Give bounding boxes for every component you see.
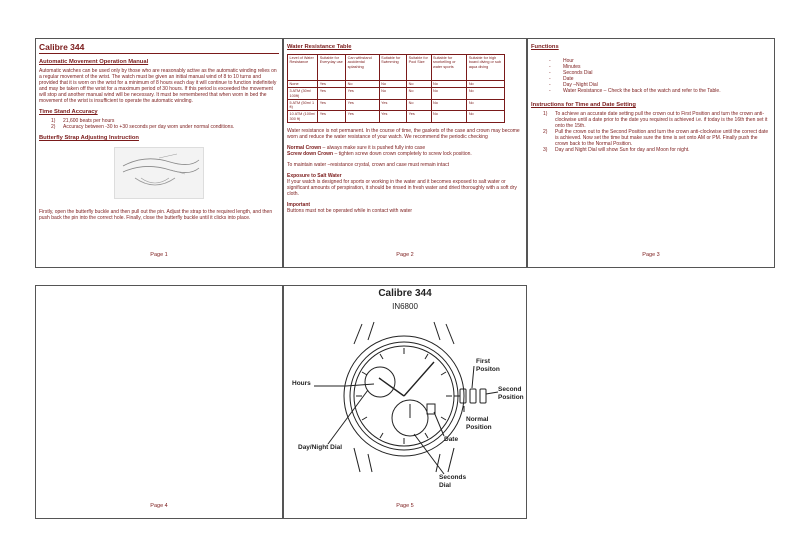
page-3-panel <box>527 38 775 268</box>
table-cell: No <box>346 81 380 88</box>
lug-bottom-right <box>448 448 454 472</box>
table-cell: Yes <box>318 88 346 100</box>
list-number: 2) <box>51 124 56 130</box>
list-text: Water Resistance – Check the back of the watch and refer to the Table. <box>563 88 721 94</box>
label-first-line2: Positon <box>476 365 500 373</box>
table-cell: No <box>467 88 505 100</box>
page-6-panel <box>527 285 775 519</box>
table-cell: No <box>431 81 467 88</box>
table-row <box>288 111 505 123</box>
table-cell: No <box>431 99 467 111</box>
table-cell: No <box>379 88 406 100</box>
list-number: 1) <box>543 111 548 117</box>
watch-title: Calibre 344 <box>378 288 432 299</box>
table-row <box>288 99 505 111</box>
table-cell: Yes <box>379 99 406 111</box>
lug-top-left <box>354 324 362 344</box>
table-row <box>288 81 505 88</box>
watch-model: IN6800 <box>392 302 418 311</box>
bullet: - <box>549 76 551 82</box>
table-cell: None <box>288 81 318 88</box>
label-seconds-line1: Seconds <box>439 474 467 481</box>
bullet: - <box>549 88 551 94</box>
page-number: Page 2 <box>396 252 414 258</box>
label-date: Date <box>444 436 459 443</box>
table-header: Suitable for Swimming <box>379 55 406 81</box>
water-para-2: To maintain water –resistance crystal, crown and case must remain intact <box>287 162 450 169</box>
strap-heading: Butterfly Strap Adjusting Instruction <box>39 135 139 141</box>
list-number: 2) <box>543 129 548 135</box>
label-normal-line2: Position <box>466 423 492 431</box>
table-cell: No <box>467 111 505 123</box>
strap-text: Firstly, open the butterfly buckle and then pull out the pin. Adjust the strap to the required length, and then push back the pin into the correct hole. Finally, close the butterfly buckle until it clicks into place. <box>39 209 273 221</box>
list-item <box>39 124 279 130</box>
label-seconds-line2: Dial <box>439 481 451 489</box>
bullet: - <box>549 82 551 88</box>
page-number: Page 3 <box>642 252 660 258</box>
table-cell: No <box>407 99 431 111</box>
label-normal-position <box>466 416 492 431</box>
strap-illustration <box>114 147 204 199</box>
label-first-line1: First <box>476 358 491 365</box>
operation-heading: Automatic Movement Operation Manual <box>39 59 149 65</box>
bullet: - <box>549 58 551 64</box>
table-cell: No <box>467 99 505 111</box>
strap-diagram-image <box>115 148 205 200</box>
screw-crown-line <box>287 151 523 157</box>
table-cell: Yes <box>318 111 346 123</box>
functions-list <box>531 58 771 94</box>
table-cell: 10 ATM (100m/ 300 ft) <box>288 111 318 123</box>
list-item <box>531 147 771 153</box>
table-header: Suitable for snorkelling or water sports <box>431 55 467 81</box>
table-cell: Yes <box>346 88 380 100</box>
water-resistance-table <box>287 54 505 123</box>
table-cell: No <box>379 81 406 88</box>
screw-crown-text: – tighten screw down crown completely to screw lock position. <box>333 151 472 158</box>
table-cell: 3 ATM (30m/ 100ft) <box>288 88 318 100</box>
page-4-panel <box>35 285 283 519</box>
operation-text: Automatic watches can be used only by those who are reasonably active as the automatic winding relies on a regular movement of the wrist. The watch must be given an initial manual wind of 8 to 10 turns and provided that it is worn on the wrist for a minimum of 8 hours each day it will continue to function indefinitely and may be taken off the wrist for a maximum period of 30 hours. If this period is exceeded the movement will stop and another manual wind will be necessary. It must be remembered that when worn in bed the movement of the wrist is insufficient to operate the automatic winding. <box>39 68 277 104</box>
list-text: Hour <box>563 58 574 64</box>
water-para-1: Water resistance is not permanent. In the course of time, the gaskets of the case and crown may become worn and reduce the water resistance of your watch. We recommend the periodic checking <box>287 128 520 141</box>
normal-crown-text: – always make sure it is pushed fully into case <box>321 145 426 152</box>
page-2-panel <box>283 38 527 268</box>
page-number: Page 1 <box>150 252 168 258</box>
list-item <box>549 88 771 94</box>
label-normal-line1: Normal <box>466 416 489 423</box>
table-cell: No <box>407 81 431 88</box>
list-number: 3) <box>543 147 548 153</box>
label-seconds-dial <box>439 474 466 489</box>
table-header: Suitable for Everyday use <box>318 55 346 81</box>
list-text: Day –Night Dial <box>563 82 598 88</box>
table-cell: Yes <box>407 111 431 123</box>
accuracy-list <box>39 118 279 130</box>
list-text: Pull the crown out to the Second Position and turn the crown anti-clockwise until the correct date is achieved. Now set the time but make sure the time is set onto AM or PM. Finally push the crown back to the Normal Position. <box>555 129 769 147</box>
label-first-position <box>476 358 500 373</box>
bullet: - <box>549 64 551 70</box>
table-cell: No <box>407 88 431 100</box>
table-cell: Yes <box>318 99 346 111</box>
table-header: Suitable for high board diving or sub aqua diving <box>467 55 505 81</box>
label-day-night-dial: Day/Night Dial <box>298 444 343 451</box>
bullet: - <box>549 70 551 76</box>
salt-heading: Exposure to Salt Water <box>287 173 342 180</box>
pointer-daynight <box>328 390 368 444</box>
screw-crown-label: Screw down Crown <box>287 151 334 158</box>
important-text: Buttons must not be operated while in contact with water <box>287 208 413 215</box>
list-item <box>531 129 771 147</box>
accuracy-heading: Time Stand Accuracy <box>39 109 98 115</box>
list-number: 1) <box>51 118 56 124</box>
setting-list <box>531 111 771 153</box>
list-item <box>531 111 771 129</box>
pointer-second <box>486 392 498 394</box>
label-second-line2: Position <box>498 393 524 401</box>
page-1-panel <box>35 38 283 268</box>
list-text: 21,600 beats per hours <box>63 118 115 124</box>
list-text: Seconds Dial <box>563 70 593 76</box>
important-heading: Important <box>287 202 311 209</box>
table-row <box>288 88 505 100</box>
watch-diagram <box>284 286 528 520</box>
crown-first <box>470 389 476 403</box>
salt-text: If your watch is designed for sports or working in the water and it becomes exposed to salt water or significant amounts of perspiration, it should be rinsed in fresh water and dried thoroughly with a soft dry cloth. <box>287 179 517 198</box>
list-text: Accuracy between -30 to +30 seconds per day worn under normal conditions. <box>63 124 235 130</box>
table-cell: No <box>431 111 467 123</box>
table-cell: 5 ATM (50m/ 1 ft) <box>288 99 318 111</box>
table-cell: No <box>431 88 467 100</box>
table-cell: Yes <box>346 111 380 123</box>
water-table-heading: Water Resistance Table <box>287 44 352 50</box>
label-second-line1: Second <box>498 386 522 393</box>
page-5-panel <box>283 285 527 519</box>
label-hours: Hours <box>292 380 311 387</box>
table-cell: Yes <box>379 111 406 123</box>
list-text: To achieve an accurate date setting pull the crown out to First Position and turn the crown anti-clockwise until a date prior to the date you required is achieved i.e. if today is the 16th then set it onto the 15th. <box>555 111 768 129</box>
crown-normal <box>460 389 466 403</box>
pointer-first <box>472 366 474 388</box>
table-header: Level of Water Resistance <box>288 55 318 81</box>
setting-heading: Instructions for Time and Date Setting <box>531 102 636 108</box>
watch-hands <box>379 362 434 396</box>
crown-second <box>480 389 486 403</box>
lug-bottom-left <box>354 448 360 472</box>
normal-crown-label: Normal Crown <box>287 145 322 152</box>
title-divider <box>39 53 279 54</box>
lug-top-right <box>446 324 454 344</box>
functions-heading: Functions <box>531 44 559 50</box>
list-text: Date <box>563 76 574 82</box>
table-header: Suitable for Pool Size <box>407 55 431 81</box>
table-cell: No <box>467 81 505 88</box>
table-header: Can withstand accidental splashing <box>346 55 380 81</box>
table-cell: Yes <box>346 99 380 111</box>
page-number: Page 4 <box>150 503 168 509</box>
label-second-position <box>498 386 524 401</box>
day-night-subdial <box>365 367 395 397</box>
page-1-title: Calibre 344 <box>39 42 85 52</box>
list-text: Minutes <box>563 64 581 70</box>
list-text: Day and Night Dial will show Sun for day and Moon for night. <box>555 147 690 153</box>
table-cell: Yes <box>318 81 346 88</box>
page-number: Page 5 <box>396 503 414 509</box>
table-header-row <box>288 55 505 81</box>
